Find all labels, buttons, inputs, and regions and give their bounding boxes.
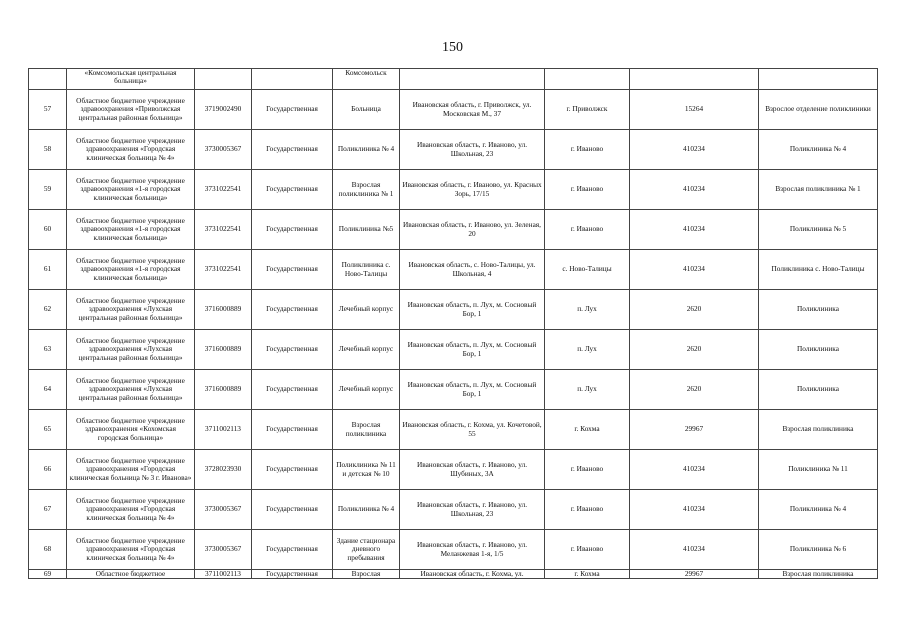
locality-cell: п. Лух bbox=[545, 290, 630, 330]
locality-cell: г. Иваново bbox=[545, 210, 630, 250]
row-number-cell: 62 bbox=[29, 290, 67, 330]
ownership-cell: Государственная bbox=[252, 130, 333, 170]
row-number-cell bbox=[29, 69, 67, 90]
facilities-table bbox=[28, 68, 878, 579]
locality-cell bbox=[545, 69, 630, 90]
building-cell: Взрослая bbox=[333, 570, 400, 579]
table-row bbox=[29, 69, 878, 90]
service-cell: Взрослая поликлиника № 1 bbox=[759, 170, 878, 210]
inn-cell: 3719002490 bbox=[195, 90, 252, 130]
code-cell: 2620 bbox=[630, 290, 759, 330]
row-number-cell: 68 bbox=[29, 530, 67, 570]
organization-cell: Областное бюджетное учреждение здравоохранения «1-я городская клиническая больница» bbox=[67, 210, 195, 250]
table-row bbox=[29, 210, 878, 250]
row-number-cell: 60 bbox=[29, 210, 67, 250]
row-number-cell: 64 bbox=[29, 370, 67, 410]
row-number-cell: 59 bbox=[29, 170, 67, 210]
service-cell: Поликлиника № 11 bbox=[759, 450, 878, 490]
service-cell: Поликлиника с. Ново-Талицы bbox=[759, 250, 878, 290]
ownership-cell: Государственная bbox=[252, 250, 333, 290]
organization-cell: Областное бюджетное bbox=[67, 570, 195, 579]
service-cell: Поликлиника bbox=[759, 290, 878, 330]
address-cell: Ивановская область, г. Кохма, ул. Кочетовой, 55 bbox=[400, 410, 545, 450]
locality-cell: п. Лух bbox=[545, 370, 630, 410]
organization-cell: Областное бюджетное учреждение здравоохранения «Городская клиническая больница № 4» bbox=[67, 490, 195, 530]
code-cell: 410234 bbox=[630, 450, 759, 490]
inn-cell: 3716000889 bbox=[195, 370, 252, 410]
ownership-cell: Государственная bbox=[252, 170, 333, 210]
organization-cell: Областное бюджетное учреждение здравоохранения «Лухская центральная районная больница» bbox=[67, 330, 195, 370]
row-number-cell: 65 bbox=[29, 410, 67, 450]
address-cell: Ивановская область, г. Кохма, ул. bbox=[400, 570, 545, 579]
row-number-cell: 69 bbox=[29, 570, 67, 579]
inn-cell: 3730005367 bbox=[195, 130, 252, 170]
service-cell: Поликлиника bbox=[759, 370, 878, 410]
address-cell: Ивановская область, г. Иваново, ул. Школьная, 23 bbox=[400, 130, 545, 170]
code-cell: 410234 bbox=[630, 130, 759, 170]
row-number-cell: 61 bbox=[29, 250, 67, 290]
locality-cell: п. Лух bbox=[545, 330, 630, 370]
table-row bbox=[29, 410, 878, 450]
organization-cell: Областное бюджетное учреждение здравоохранения «Кохомская городская больница» bbox=[67, 410, 195, 450]
service-cell bbox=[759, 69, 878, 90]
table-row bbox=[29, 90, 878, 130]
service-cell: Поликлиника № 4 bbox=[759, 490, 878, 530]
inn-cell bbox=[195, 69, 252, 90]
ownership-cell bbox=[252, 69, 333, 90]
row-number-cell: 58 bbox=[29, 130, 67, 170]
table-row bbox=[29, 290, 878, 330]
building-cell: Лечебный корпус bbox=[333, 370, 400, 410]
building-cell: Взрослая поликлиника № 1 bbox=[333, 170, 400, 210]
code-cell: 410234 bbox=[630, 530, 759, 570]
building-cell: Лечебный корпус bbox=[333, 330, 400, 370]
table-row bbox=[29, 490, 878, 530]
building-cell: Поликлиника № 4 bbox=[333, 130, 400, 170]
code-cell: 29967 bbox=[630, 570, 759, 579]
code-cell: 410234 bbox=[630, 210, 759, 250]
inn-cell: 3731022541 bbox=[195, 170, 252, 210]
building-cell: Здание стационара дневного пребывания bbox=[333, 530, 400, 570]
inn-cell: 3711002113 bbox=[195, 570, 252, 579]
address-cell: Ивановская область, п. Лух, м. Сосновый Бор, 1 bbox=[400, 290, 545, 330]
ownership-cell: Государственная bbox=[252, 90, 333, 130]
row-number-cell: 66 bbox=[29, 450, 67, 490]
service-cell: Поликлиника bbox=[759, 330, 878, 370]
ownership-cell: Государственная bbox=[252, 330, 333, 370]
locality-cell: г. Иваново bbox=[545, 170, 630, 210]
inn-cell: 3730005367 bbox=[195, 530, 252, 570]
organization-cell: Областное бюджетное учреждение здравоохранения «1-я городская клиническая больница» bbox=[67, 250, 195, 290]
ownership-cell: Государственная bbox=[252, 450, 333, 490]
address-cell: Ивановская область, с. Ново-Талицы, ул. Школьная, 4 bbox=[400, 250, 545, 290]
row-number-cell: 67 bbox=[29, 490, 67, 530]
organization-cell: Областное бюджетное учреждение здравоохранения «Городская клиническая больница № 3 г. Иванова» bbox=[67, 450, 195, 490]
address-cell: Ивановская область, г. Иваново, ул. Зеленая, 20 bbox=[400, 210, 545, 250]
locality-cell: г. Кохма bbox=[545, 410, 630, 450]
table-row bbox=[29, 330, 878, 370]
address-cell: Ивановская область, г. Иваново, ул. Школьная, 23 bbox=[400, 490, 545, 530]
inn-cell: 3730005367 bbox=[195, 490, 252, 530]
address-cell: Ивановская область, г. Иваново, ул. Меланжевая 1-я, 1/5 bbox=[400, 530, 545, 570]
table-row bbox=[29, 370, 878, 410]
table-row bbox=[29, 130, 878, 170]
locality-cell: г. Иваново bbox=[545, 530, 630, 570]
locality-cell: г. Иваново bbox=[545, 450, 630, 490]
building-cell: Поликлиника № 11 и детская № 10 bbox=[333, 450, 400, 490]
service-cell: Поликлиника № 6 bbox=[759, 530, 878, 570]
row-number-cell: 57 bbox=[29, 90, 67, 130]
organization-cell: «Комсомольская центральная больница» bbox=[67, 69, 195, 90]
row-number-cell: 63 bbox=[29, 330, 67, 370]
locality-cell: г. Иваново bbox=[545, 490, 630, 530]
table-row bbox=[29, 450, 878, 490]
building-cell: Поликлиника №5 bbox=[333, 210, 400, 250]
ownership-cell: Государственная bbox=[252, 290, 333, 330]
organization-cell: Областное бюджетное учреждение здравоохранения «Лухская центральная районная больница» bbox=[67, 370, 195, 410]
address-cell: Ивановская область, г. Иваново, ул. Шубиных, 3А bbox=[400, 450, 545, 490]
ownership-cell: Государственная bbox=[252, 530, 333, 570]
ownership-cell: Государственная bbox=[252, 370, 333, 410]
table-row bbox=[29, 530, 878, 570]
inn-cell: 3716000889 bbox=[195, 330, 252, 370]
locality-cell: г. Кохма bbox=[545, 570, 630, 579]
page-number: 150 bbox=[442, 40, 463, 55]
code-cell: 2620 bbox=[630, 330, 759, 370]
table-row bbox=[29, 570, 878, 579]
service-cell: Взрослая поликлиника bbox=[759, 570, 878, 579]
building-cell: Поликлиника с. Ново-Талицы bbox=[333, 250, 400, 290]
address-cell: Ивановская область, п. Лух, м. Сосновый Бор, 1 bbox=[400, 330, 545, 370]
organization-cell: Областное бюджетное учреждение здравоохранения «1-я городская клиническая больница» bbox=[67, 170, 195, 210]
table-row bbox=[29, 250, 878, 290]
building-cell: Взрослая поликлиника bbox=[333, 410, 400, 450]
code-cell: 29967 bbox=[630, 410, 759, 450]
ownership-cell: Государственная bbox=[252, 410, 333, 450]
service-cell: Взрослая поликлиника bbox=[759, 410, 878, 450]
code-cell: 2620 bbox=[630, 370, 759, 410]
locality-cell: с. Ново-Талицы bbox=[545, 250, 630, 290]
locality-cell: г. Иваново bbox=[545, 130, 630, 170]
inn-cell: 3731022541 bbox=[195, 210, 252, 250]
table-body bbox=[29, 69, 878, 579]
building-cell: Лечебный корпус bbox=[333, 290, 400, 330]
organization-cell: Областное бюджетное учреждение здравоохранения «Городская клиническая больница № 4» bbox=[67, 130, 195, 170]
building-cell: Поликлиника № 4 bbox=[333, 490, 400, 530]
code-cell: 410234 bbox=[630, 170, 759, 210]
code-cell bbox=[630, 69, 759, 90]
organization-cell: Областное бюджетное учреждение здравоохранения «Городская клиническая больница № 4» bbox=[67, 530, 195, 570]
address-cell: Ивановская область, г. Приволжск, ул. Московская М., 37 bbox=[400, 90, 545, 130]
code-cell: 410234 bbox=[630, 250, 759, 290]
building-cell: Комсомольск bbox=[333, 69, 400, 90]
address-cell: Ивановская область, п. Лух, м. Сосновый Бор, 1 bbox=[400, 370, 545, 410]
ownership-cell: Государственная bbox=[252, 570, 333, 579]
locality-cell: г. Приволжск bbox=[545, 90, 630, 130]
address-cell: Ивановская область, г. Иваново, ул. Красных Зорь, 17/15 bbox=[400, 170, 545, 210]
organization-cell: Областное бюджетное учреждение здравоохранения «Лухская центральная районная больница» bbox=[67, 290, 195, 330]
ownership-cell: Государственная bbox=[252, 210, 333, 250]
building-cell: Больница bbox=[333, 90, 400, 130]
code-cell: 410234 bbox=[630, 490, 759, 530]
service-cell: Поликлиника № 5 bbox=[759, 210, 878, 250]
ownership-cell: Государственная bbox=[252, 490, 333, 530]
inn-cell: 3728023930 bbox=[195, 450, 252, 490]
inn-cell: 3731022541 bbox=[195, 250, 252, 290]
inn-cell: 3711002113 bbox=[195, 410, 252, 450]
service-cell: Взрослое отделение поликлиники bbox=[759, 90, 878, 130]
address-cell bbox=[400, 69, 545, 90]
service-cell: Поликлиника № 4 bbox=[759, 130, 878, 170]
inn-cell: 3716000889 bbox=[195, 290, 252, 330]
organization-cell: Областное бюджетное учреждение здравоохранения «Приволжская центральная районная больница» bbox=[67, 90, 195, 130]
table-row bbox=[29, 170, 878, 210]
code-cell: 15264 bbox=[630, 90, 759, 130]
